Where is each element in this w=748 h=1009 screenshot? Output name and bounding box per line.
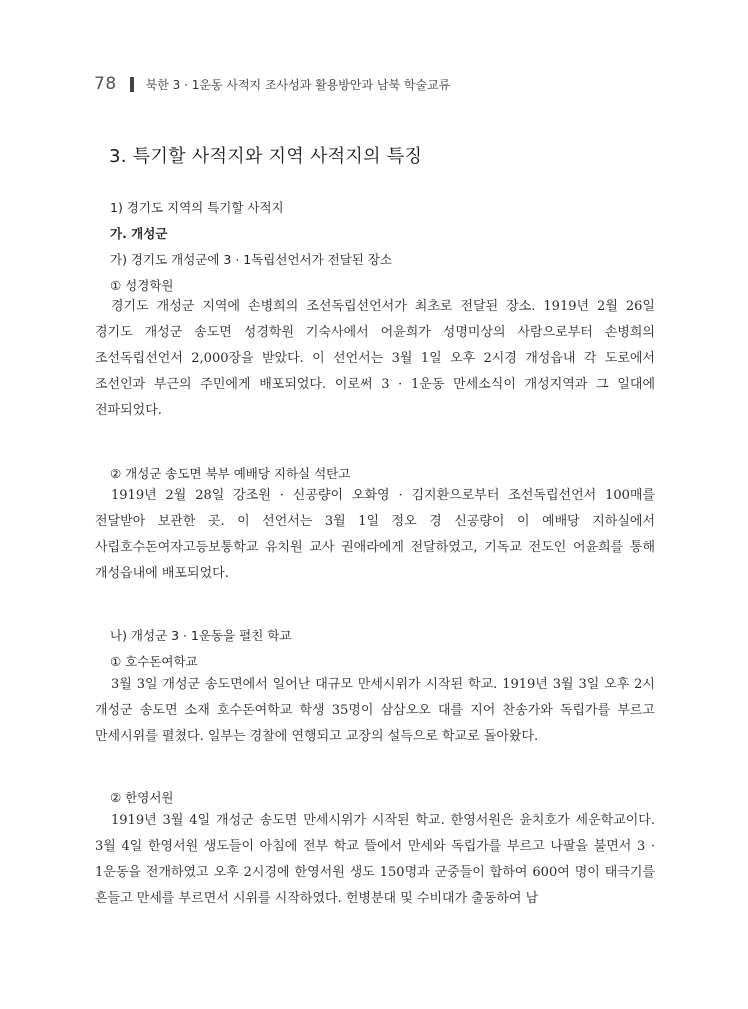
header-separator xyxy=(130,77,134,92)
item-heading-ga: 가) 경기도 개성군에 3 · 1독립선언서가 전달된 장소 xyxy=(110,252,392,267)
page-number: 78 xyxy=(94,74,117,94)
subsection-heading: 1) 경기도 지역의 특기할 사적지 xyxy=(110,200,284,215)
running-title: 북한 3 · 1운동 사적지 조사성과 활용방안과 남북 학술교류 xyxy=(145,77,451,92)
site-description: 1919년 2월 28일 강조원 · 신공량이 오화영 · 김지환으로부터 조선독립선언서 100매를 전달받아 보관한 곳. 이 선언서는 3월 1일 정오 경 신공량이 이 예배당 지하실에서 사립호수돈여자고등보통학교 유치원 교사 권애라에게 전달하였고, 기독교 전도인 어윤희를 통해 개성읍내에 배포되었다. xyxy=(95,488,655,581)
running-header xyxy=(94,72,450,96)
site-heading: ① 성경학원 xyxy=(110,278,174,293)
item-heading-na: 나) 개성군 3 · 1운동을 펼친 학교 xyxy=(110,628,292,643)
subsubsection-heading: 가. 개성군 xyxy=(110,226,168,241)
site-description: 경기도 개성군 지역에 손병희의 조선독립선언서가 최초로 전달된 장소. 1919년 2월 26일 경기도 개성군 송도면 성경학원 기숙사에서 어윤희가 성명미상의 사람으로부터 손병희의 조선독립선언서 2,000장을 받았다. 이 선언서는 3월 1일 오후 2시경 개성읍내 각 도로에서 조선인과 부근의 주민에게 배포되었다. 이로써 3 · 1운동 만세소식이 개성지역과 그 일대에 전파되었다. xyxy=(95,299,655,418)
site-description: 1919년 3월 4일 개성군 송도면 만세시위가 시작된 학교. 한영서원은 윤치호가 세운학교이다. 3월 4일 한영서원 생도들이 아침에 전부 학교 뜰에서 만세와 독립가를 부르고 나팔을 불면서 3 · 1운동을 전개하였고 오후 2시경에 한영서원 생도 150명과 군중들이 합하여 600여 명이 태극기를 흔들고 만세를 부르면서 시위를 시작하였다. 헌병분대 및 수비대가 출동하여 남 xyxy=(95,813,655,906)
site-heading: ② 한영서원 xyxy=(110,790,174,805)
site-description: 3월 3일 개성군 송도면에서 일어난 대규모 만세시위가 시작된 학교. 1919년 3월 3일 오후 2시 개성군 송도면 소재 호수돈여학교 학생 35명이 삼삼오오 대를 지어 찬송가와 독립가를 부르고 만세시위를 펼쳤다. 일부는 경찰에 연행되고 교장의 설득으로 학교로 돌아왔다. xyxy=(95,677,655,744)
section-title: 3. 특기할 사적지와 지역 사적지의 특징 xyxy=(109,146,423,167)
site-heading: ① 호수돈여학교 xyxy=(110,654,198,669)
site-heading: ② 개성군 송도면 북부 예배당 지하실 석탄고 xyxy=(110,466,351,481)
